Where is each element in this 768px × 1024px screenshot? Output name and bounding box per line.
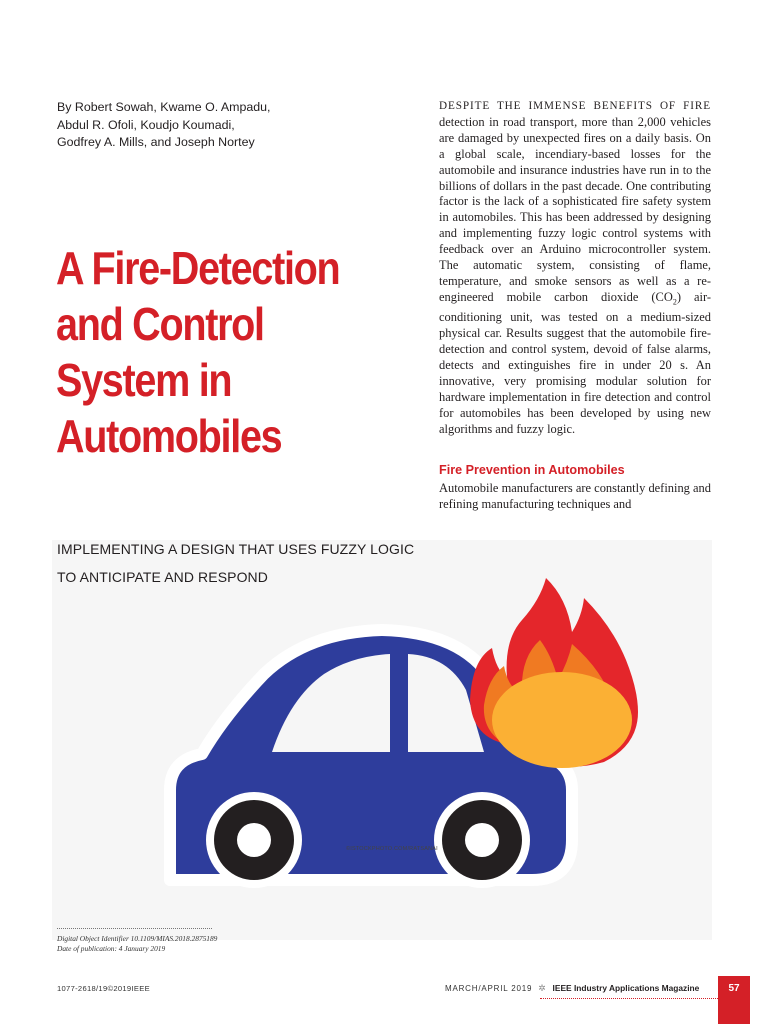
bullet-icon: ✲ <box>538 983 547 993</box>
section-body: Automobile manufacturers are constantly defining and refining manufacturing techniques and <box>439 481 711 511</box>
abstract-column <box>439 98 711 438</box>
publication-date: Date of publication: 4 January 2019 <box>57 944 166 953</box>
photo-credit: ©ISTOCKPHOTO.COM/RATSANAI <box>346 846 438 852</box>
page-number-tab <box>718 976 750 1024</box>
title-line: and Control <box>56 298 264 350</box>
subtitle-line: IMPLEMENTING A DESIGN THAT USES FUZZY LOGIC <box>57 541 415 557</box>
author-line: By Robert Sowah, Kwame O. Ampadu, <box>57 100 271 114</box>
subtitle <box>57 535 417 591</box>
abstract-text-cont: ) air-conditioning unit, was tested on a medium-sized physical car. Results suggest that the automobile fire-detection and control system, devoid of false alarms, detects and extinguishes fire in under 20 s. An innovative, very promising modular solution for hardware implementation in fire detection and control for automobiles has been developed by using new algorithms and fuzzy logic. <box>439 289 711 436</box>
title-line: Automobiles <box>56 410 282 462</box>
author-list <box>57 99 387 152</box>
doi-divider <box>57 928 212 929</box>
section-heading: Fire Prevention in Automobiles <box>439 463 625 477</box>
car-fire-graphic <box>52 540 712 940</box>
doi-identifier: Digital Object Identifier 10.1109/MIAS.2018.2875189 <box>57 934 218 943</box>
page-number: 57 <box>728 983 740 994</box>
front-wheel-icon <box>206 792 302 888</box>
title-line: A Fire-Detection <box>56 242 340 294</box>
abstract-lead: DESPITE THE IMMENSE BENEFITS OF FIRE <box>439 100 711 112</box>
subscript: 2 <box>672 297 677 307</box>
abstract-text: detection in road transport, more than 2,000 vehicles are damaged by unexpected fires on a daily basis. On a global scale, incendiary-based losses for the automobile and insurance industries have run in to the billions of dollars in the past decade. One contributing factor is the lack of a sophisticated fire safety system in automobiles. This has been addressed by designing and implementing fuzzy logic control systems with feedback over an Arduino microcontroller system. The automatic system, consisting of flame, temperature, and smoke sensors as well as a re-engineered mobile carbon dioxide (CO <box>439 114 711 304</box>
author-line: Godfrey A. Mills, and Joseph Nortey <box>57 135 255 149</box>
author-line: Abdul R. Ofoli, Koudjo Koumadi, <box>57 117 235 132</box>
title-line: System in <box>56 354 232 406</box>
flame-icon <box>470 578 638 768</box>
subtitle-line: TO ANTICIPATE AND RESPOND <box>57 569 268 585</box>
footer-divider <box>540 998 718 999</box>
abstract-paragraph <box>439 98 711 438</box>
doi-block <box>57 934 217 954</box>
running-footer <box>445 983 699 994</box>
issn-copyright: 1077-2618/19©2019IEEE <box>57 984 150 993</box>
article-title <box>56 240 357 464</box>
rear-wheel-icon <box>434 792 530 888</box>
magazine-name: IEEE Industry Applications Magazine <box>552 983 700 993</box>
car-fire-illustration <box>52 540 712 940</box>
issue-date: MARCH/APRIL 2019 <box>445 984 533 993</box>
